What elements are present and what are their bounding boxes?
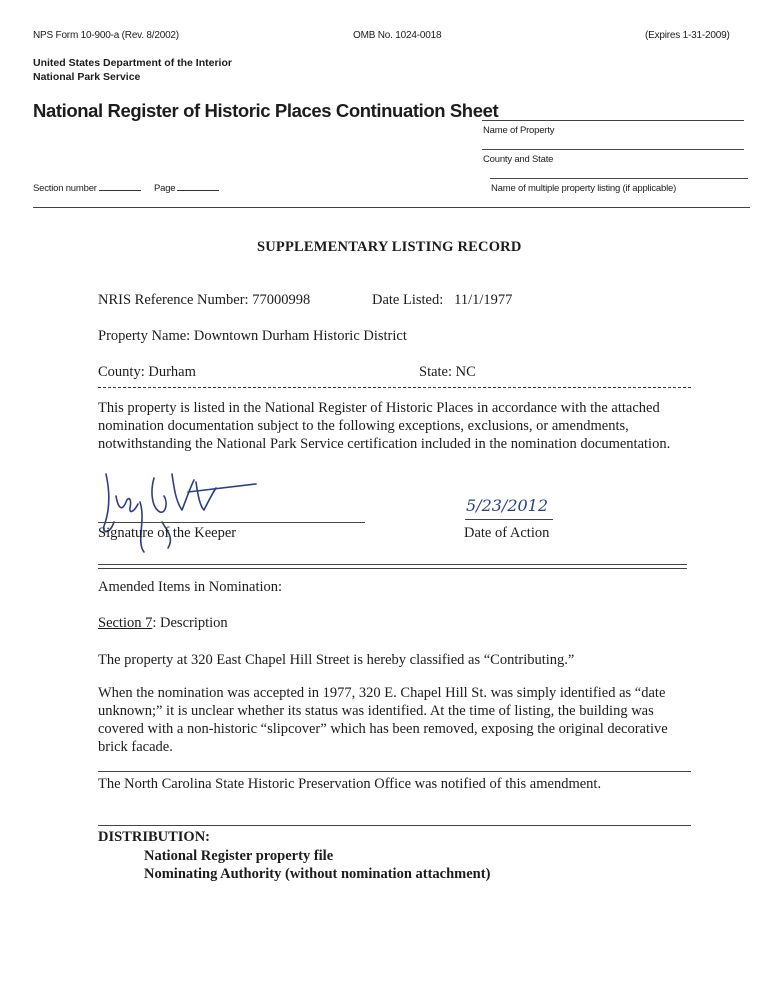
action-date-line	[465, 519, 553, 520]
county-label: County:	[98, 364, 145, 380]
property-name-label: Property Name:	[98, 328, 191, 344]
page-title: National Register of Historic Places Continuation Sheet	[33, 100, 499, 121]
header-divider	[33, 207, 750, 208]
action-date-handwritten: 5/23/2012	[466, 496, 549, 515]
nris-value: 77000998	[252, 292, 311, 308]
nris-reference	[98, 291, 310, 309]
action-date-label: Date of Action	[464, 525, 550, 541]
section-number-field	[33, 182, 141, 194]
notification-rule	[98, 771, 691, 772]
section-number-label: Section number	[33, 183, 97, 194]
section-suffix: : Description	[152, 615, 228, 631]
state-label: State:	[419, 364, 453, 380]
double-divider	[98, 564, 687, 569]
multiple-listing-label: Name of multiple property listing (if applicable)	[491, 183, 677, 194]
listing-statement: This property is listed in the National Register of Historic Places in accordance with the attached nomination documentation subject to the following exceptions, exclusions, or amendments, notwithstanding the National Park Service certification included in the nomination documentation.	[98, 400, 671, 452]
property-name-value: Downtown Durham Historic District	[193, 328, 407, 344]
dashed-divider	[98, 387, 691, 388]
amended-items-heading: Amended Items in Nomination:	[98, 579, 283, 595]
expiration-date: (Expires 1-31-2009)	[645, 30, 730, 41]
keeper-signature-line	[98, 522, 365, 523]
page-field	[154, 182, 219, 194]
date-listed-label: Date Listed:	[372, 292, 444, 308]
page-label: Page	[154, 183, 176, 194]
multiple-listing-line	[490, 178, 748, 179]
keeper-label: Signature of the Keeper	[98, 525, 237, 541]
date-listed	[372, 291, 512, 309]
distribution-item: National Register property file	[144, 848, 334, 864]
agency-service: National Park Service	[33, 71, 141, 83]
date-listed-value: 11/1/1977	[454, 292, 513, 308]
section-number-blank	[99, 182, 141, 191]
state-value: NC	[455, 364, 476, 380]
page-blank	[177, 182, 219, 191]
amendment-paragraph-2: When the nomination was accepted in 1977, 320 E. Chapel Hill St. was simply identified as “date unknown;” it is unclear whether its status was identified. At the time of listing, the building was covered with a non-historic “slipcover” which has been removed, exposing the original decorative brick facade.	[98, 685, 668, 755]
county-state-line	[482, 149, 744, 150]
form-revision: (Rev. 8/2002)	[121, 30, 179, 41]
name-of-property-label: Name of Property	[483, 125, 555, 136]
state	[419, 363, 476, 381]
keeper-signature-image	[96, 462, 276, 558]
record-heading: SUPPLEMENTARY LISTING RECORD	[257, 239, 522, 255]
form-id-line	[33, 30, 179, 41]
property-name	[98, 327, 407, 345]
name-of-property-line	[482, 120, 744, 121]
amendment-paragraph-1: The property at 320 East Chapel Hill Street is hereby classified as “Contributing.”	[98, 652, 575, 668]
county-value: Durham	[148, 364, 196, 380]
agency-department: United States Department of the Interior	[33, 57, 232, 69]
distribution-item: Nominating Authority (without nomination attachment)	[144, 866, 491, 882]
distribution-heading: DISTRIBUTION:	[98, 829, 210, 845]
section-label: Section 7	[98, 615, 153, 631]
distribution-rule	[98, 825, 691, 826]
omb-number: OMB No. 1024-0018	[353, 30, 442, 41]
nris-label: NRIS Reference Number:	[98, 292, 249, 308]
county-state-label: County and State	[483, 154, 554, 165]
county	[98, 363, 196, 381]
section-description	[98, 614, 228, 632]
form-id: NPS Form 10-900-a	[33, 30, 120, 41]
notification-text: The North Carolina State Historic Preservation Office was notified of this amendment.	[98, 776, 602, 792]
